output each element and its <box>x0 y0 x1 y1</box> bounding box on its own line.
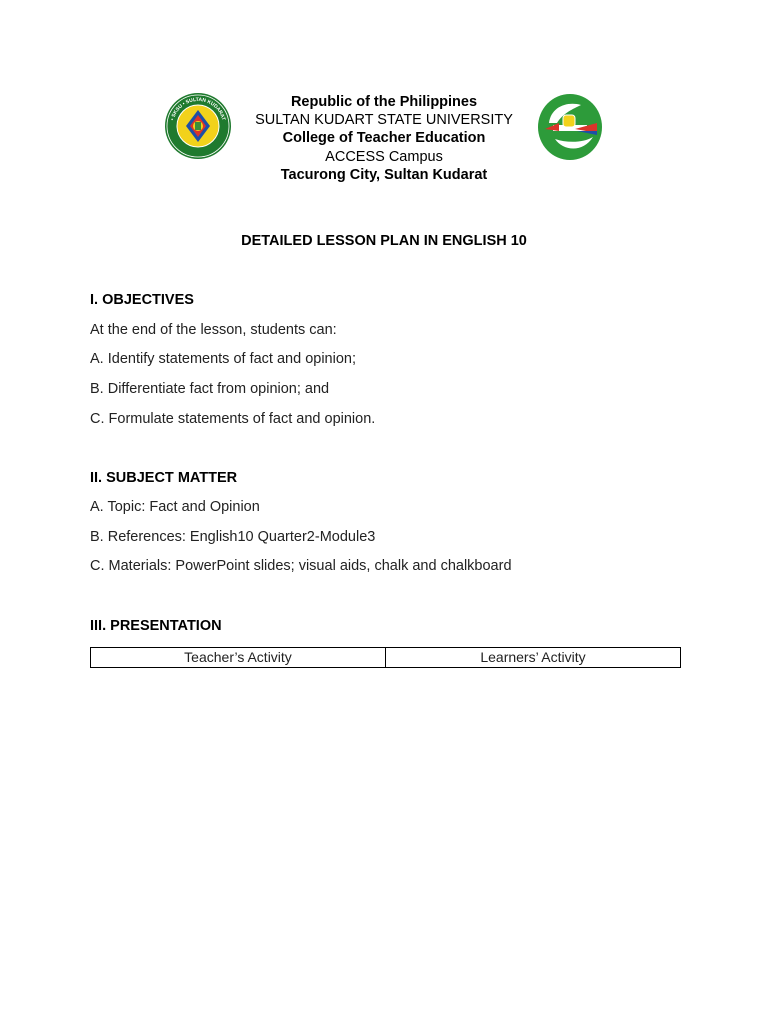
subject-matter-item: A. Topic: Fact and Opinion <box>90 499 260 515</box>
header-college: College of Teacher Education <box>282 130 486 147</box>
activity-table <box>90 647 681 668</box>
campus-logo-icon <box>537 93 603 161</box>
header-campus: ACCESS Campus <box>325 148 443 165</box>
header-republic: Republic of the Philippines <box>290 94 478 110</box>
subject-matter-heading: II. SUBJECT MATTER <box>90 470 238 486</box>
objective-item: B. Differentiate fact from opinion; and <box>90 381 330 397</box>
lesson-plan-title: DETAILED LESSON PLAN IN ENGLISH 10 <box>241 233 527 249</box>
presentation-heading: III. PRESENTATION <box>90 618 222 634</box>
header-location: Tacurong City, Sultan Kudarat <box>280 166 488 183</box>
subject-matter-item: C. Materials: PowerPoint slides; visual aids, chalk and chalkboard <box>90 558 512 574</box>
institution-header <box>234 93 534 184</box>
learners-activity-header: Learners’ Activity <box>385 648 680 667</box>
objective-item: A. Identify statements of fact and opinion; <box>90 351 356 367</box>
objective-item: C. Formulate statements of fact and opinion. <box>90 411 376 427</box>
svg-text:• SKSU • SULTAN KUDARAT: • SKSU • SULTAN KUDARAT <box>169 96 227 122</box>
university-seal-icon <box>164 92 232 160</box>
subject-matter-item: B. References: English10 Quarter2-Module3 <box>90 529 376 545</box>
objectives-intro: At the end of the lesson, students can: <box>90 322 337 338</box>
teacher-activity-header: Teacher’s Activity <box>184 649 292 665</box>
header-university: SULTAN KUDART STATE UNIVERSITY <box>255 112 513 129</box>
objectives-heading: I. OBJECTIVES <box>90 292 194 308</box>
